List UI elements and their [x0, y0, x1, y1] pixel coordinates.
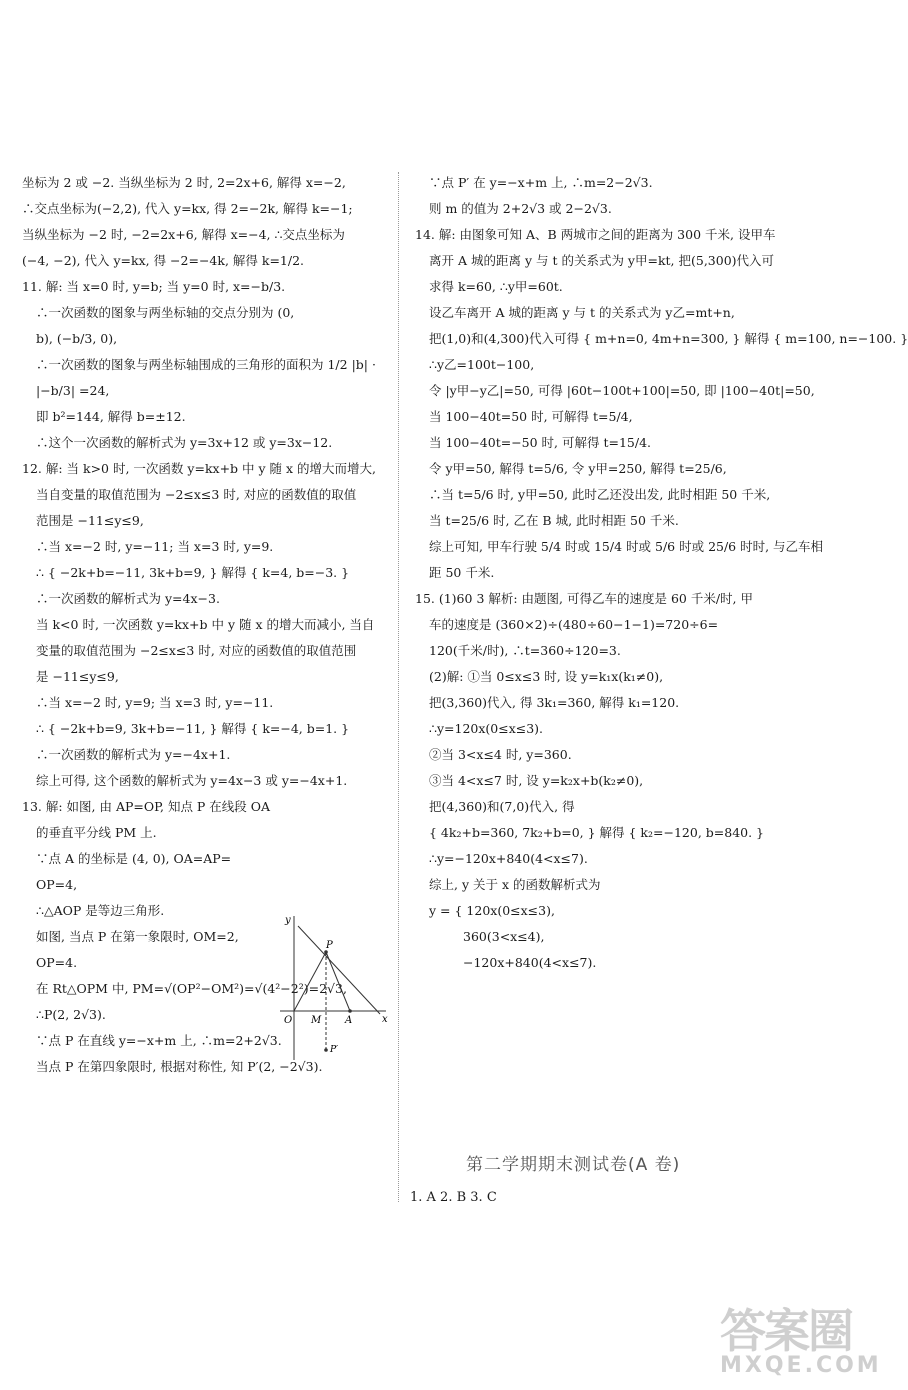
text-line: ∵点 A 的坐标是 (4, 0), OA=AP=	[36, 851, 232, 866]
text-line: 变量的取值范围为 −2≤x≤3 时, 对应的函数值的取值范围	[36, 643, 357, 658]
text-line: 令 y甲=50, 解得 t=5/6, 令 y甲=250, 解得 t=25/6,	[429, 461, 727, 476]
text-line: (−4, −2), 代入 y=kx, 得 −2=−4k, 解得 k=1/2.	[22, 253, 305, 268]
point-P-prime	[324, 1048, 328, 1052]
label-A: A	[345, 1015, 353, 1026]
text-line: 15. (1)60 3 解析: 由题图, 可得乙车的速度是 60 千米/时, 甲	[415, 591, 754, 606]
watermark-logo	[720, 1295, 890, 1385]
text-line: 坐标为 2 或 −2. 当纵坐标为 2 时, 2=2x+6, 解得 x=−2,	[22, 175, 346, 190]
label-O: O	[284, 1015, 293, 1026]
text-line: ∴一次函数的图象与两坐标轴围成的三角形的面积为 1/2 |b| ·	[36, 357, 376, 372]
text-line: 当 k<0 时, 一次函数 y=kx+b 中 y 随 x 的增大而减小, 当自	[36, 617, 375, 632]
text-line: 求得 k=60, ∴y甲=60t.	[429, 279, 563, 294]
text-line: 离开 A 城的距离 y 与 t 的关系式为 y甲=kt, 把(5,300)代入可	[429, 253, 775, 268]
text-line: 13. 解: 如图, 由 AP=OP, 知点 P 在线段 OA	[22, 799, 271, 814]
text-line: 是 −11≤y≤9,	[36, 669, 119, 684]
text-line: y = { 120x(0≤x≤3),	[429, 903, 555, 918]
text-line: 12. 解: 当 k>0 时, 一次函数 y=kx+b 中 y 随 x 的增大而增大,	[22, 461, 376, 476]
label-x: x	[382, 1014, 388, 1025]
text-line: −120x+840(4<x≤7).	[463, 955, 597, 970]
section-title: 第二学期期末测试卷(A 卷)	[466, 1155, 681, 1175]
right-column	[415, 170, 908, 976]
text-line: 把(4,360)和(7,0)代入, 得	[429, 799, 575, 814]
text-line: 设乙车离开 A 城的距离 y 与 t 的关系式为 y乙=mt+n,	[429, 305, 735, 320]
text-line: 在 Rt△OPM 中, PM=√(OP²−OM²)=√(4²−2²)=2√3,	[36, 981, 347, 996]
text-line: 11. 解: 当 x=0 时, y=b; 当 y=0 时, x=−b/3.	[22, 279, 286, 294]
text-line: 当 100−40t=50 时, 可解得 t=5/4,	[429, 409, 633, 424]
text-line: 令 |y甲−y乙|=50, 可得 |60t−100t+100|=50, 即 |100−40t|=50,	[429, 383, 815, 398]
column-divider	[398, 172, 399, 1202]
text-line: ∴△AOP 是等边三角形.	[36, 903, 165, 918]
text-line: ∴P(2, 2√3).	[36, 1007, 106, 1022]
text-line: 把(1,0)和(4,300)代入可得 { m+n=0, 4m+n=300, } 解得 { m=100, n=−100. }	[429, 331, 908, 346]
line-y-neg-x-plus-m	[298, 926, 380, 1014]
text-line: ∴一次函数的解析式为 y=−4x+1.	[36, 747, 231, 762]
text-line: OP=4.	[36, 955, 78, 970]
text-line: 即 b²=144, 解得 b=±12.	[36, 409, 186, 424]
text-line: (2)解: ①当 0≤x≤3 时, 设 y=k₁x(k₁≠0),	[429, 669, 664, 684]
text-line: b), (−b/3, 0),	[36, 331, 118, 346]
text-line: 把(3,360)代入, 得 3k₁=360, 解得 k₁=120.	[429, 695, 680, 710]
label-P: P	[326, 940, 333, 951]
text-line: ∴y=120x(0≤x≤3).	[429, 721, 544, 736]
watermark-cn: 答案圈	[720, 1304, 852, 1358]
text-line: ∴ { −2k+b=9, 3k+b=−11, } 解得 { k=−4, b=1. }	[36, 721, 350, 736]
text-line: 综上可知, 甲车行驶 5/4 时或 15/4 时或 5/6 时或 25/6 时时, 与乙车相	[429, 539, 824, 554]
text-line: ∴交点坐标为(−2,2), 代入 y=kx, 得 2=−2k, 解得 k=−1;	[22, 201, 353, 216]
coordinate-figure	[278, 912, 390, 1062]
text-line: 当纵坐标为 −2 时, −2=2x+6, 解得 x=−4, ∴交点坐标为	[22, 227, 345, 242]
text-line: ∴这个一次函数的解析式为 y=3x+12 或 y=3x−12.	[36, 435, 333, 450]
text-line: 则 m 的值为 2+2√3 或 2−2√3.	[429, 201, 612, 216]
text-line: ②当 3<x≤4 时, y=360.	[429, 747, 572, 762]
watermark-en: MXQE.COM	[720, 1353, 882, 1378]
label-M: M	[311, 1015, 322, 1026]
text-line: 综上可得, 这个函数的解析式为 y=4x−3 或 y=−4x+1.	[36, 773, 348, 788]
label-y: y	[285, 915, 291, 926]
segment-OP	[294, 952, 326, 1011]
text-line: ∴一次函数的图象与两坐标轴的交点分别为 (0,	[36, 305, 295, 320]
text-line: ∴y=−120x+840(4<x≤7).	[429, 851, 588, 866]
text-line: 车的速度是 (360×2)÷(480÷60−1−1)=720÷6=	[429, 617, 719, 632]
text-line: 如图, 当点 P 在第一象限时, OM=2,	[36, 929, 239, 944]
text-line: OP=4,	[36, 877, 78, 892]
text-line: 14. 解: 由图象可知 A、B 两城市之间的距离为 300 千米, 设甲车	[415, 227, 776, 242]
text-line: ∴一次函数的解析式为 y=4x−3.	[36, 591, 220, 606]
text-line: 120(千米/时), ∴t=360÷120=3.	[429, 643, 621, 658]
text-line: 当点 P 在第四象限时, 根据对称性, 知 P′(2, −2√3).	[36, 1059, 323, 1074]
text-line: 360(3<x≤4),	[463, 929, 545, 944]
text-line: ③当 4<x≤7 时, 设 y=k₂x+b(k₂≠0),	[429, 773, 644, 788]
point-A	[348, 1009, 352, 1013]
text-line: 的垂直平分线 PM 上.	[36, 825, 157, 840]
text-line: { 4k₂+b=360, 7k₂+b=0, } 解得 { k₂=−120, b=840. }	[429, 825, 765, 840]
text-line: |−b/3| =24,	[36, 383, 110, 398]
text-line: 距 50 千米.	[429, 565, 495, 580]
text-line: 当自变量的取值范围为 −2≤x≤3 时, 对应的函数值的取值	[36, 487, 357, 502]
text-line: 当 t=25/6 时, 乙在 B 城, 此时相距 50 千米.	[429, 513, 679, 528]
segment-PA	[326, 952, 350, 1011]
text-line: ∵点 P′ 在 y=−x+m 上, ∴m=2−2√3.	[429, 175, 653, 190]
text-line: ∵点 P 在直线 y=−x+m 上, ∴m=2+2√3.	[36, 1033, 282, 1048]
label-P-prime: P′	[330, 1045, 339, 1055]
text-line: ∴当 t=5/6 时, y甲=50, 此时乙还没出发, 此时相距 50 千米,	[429, 487, 771, 502]
text-line: 当 100−40t=−50 时, 可解得 t=15/4.	[429, 435, 652, 450]
text-line: ∴当 x=−2 时, y=−11; 当 x=3 时, y=9.	[36, 539, 274, 554]
text-line: ∴当 x=−2 时, y=9; 当 x=3 时, y=−11.	[36, 695, 274, 710]
answer-list: 1. A 2. B 3. C	[410, 1190, 497, 1205]
text-line: 综上, y 关于 x 的函数解析式为	[429, 877, 601, 892]
text-line: 范围是 −11≤y≤9,	[36, 513, 144, 528]
text-line: ∴y乙=100t−100,	[429, 357, 535, 372]
text-line: ∴ { −2k+b=−11, 3k+b=9, } 解得 { k=4, b=−3. }	[36, 565, 350, 580]
